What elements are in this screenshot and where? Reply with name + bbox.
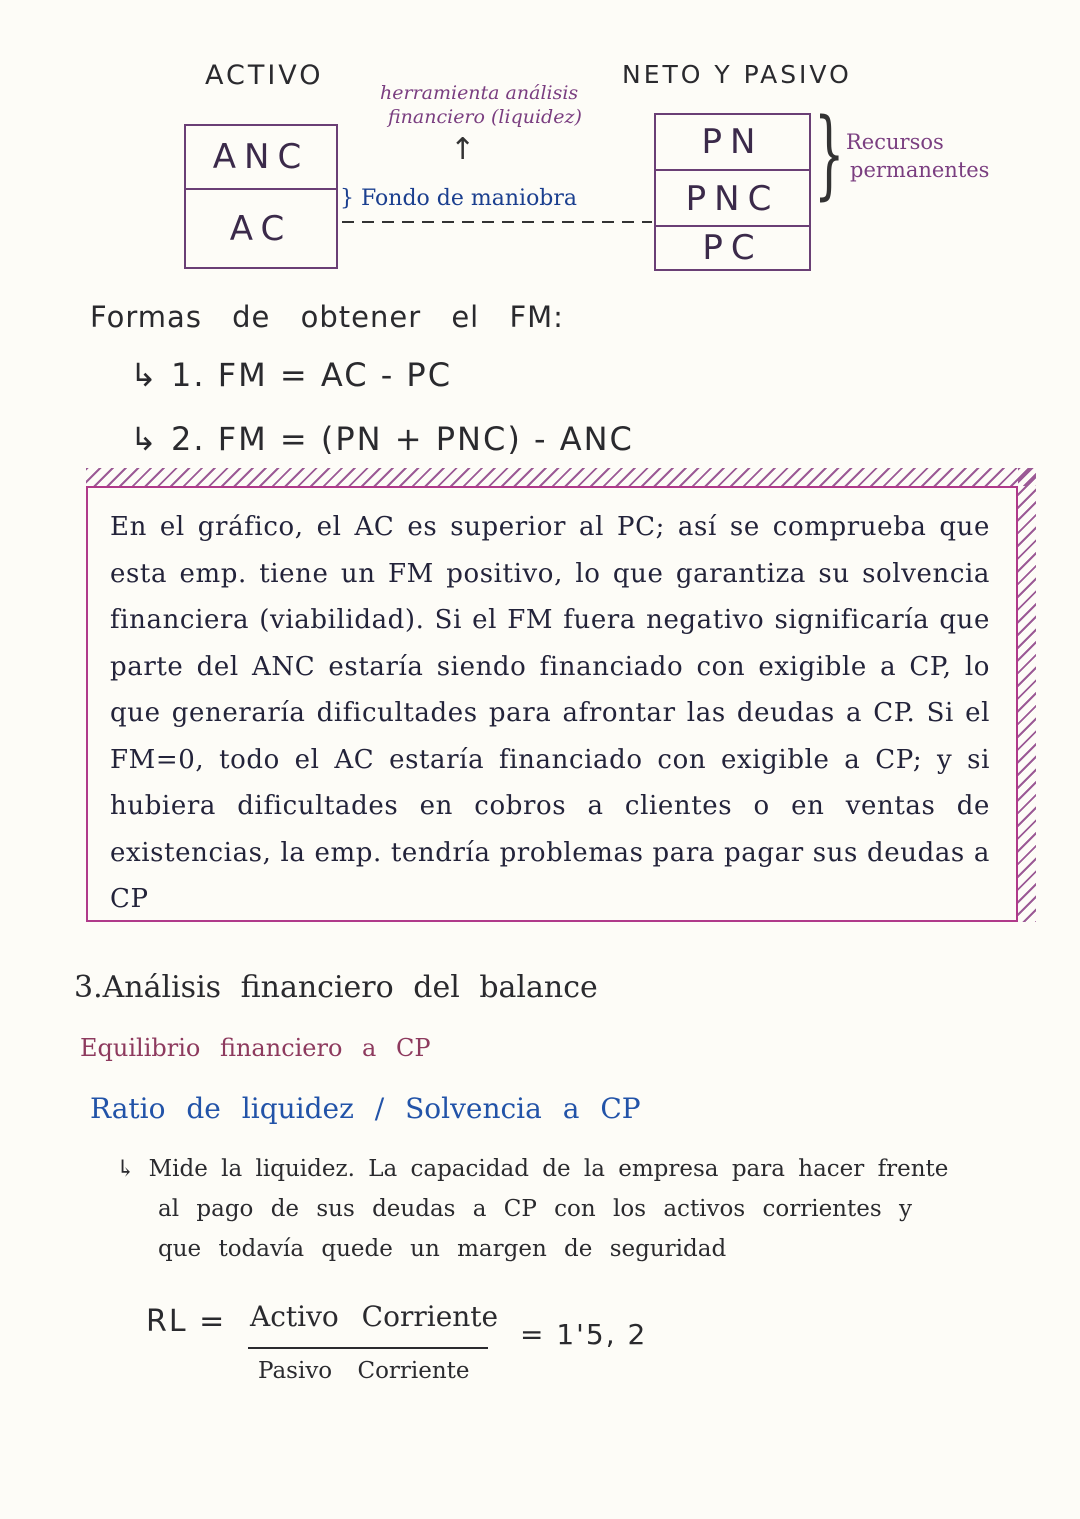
annotation-line-2: financiero (liquidez) [388, 106, 582, 128]
formula-1: ↳ 1. FM = AC - PC [130, 356, 453, 394]
ratio-title: Ratio de liquidez / Solvencia a CP [90, 1092, 641, 1125]
neto-pasivo-title: NETO Y PASIVO [622, 60, 852, 89]
recursos-label: Recursos [846, 130, 944, 154]
pnc-cell: PNC [656, 169, 809, 227]
hatch-right [1018, 468, 1036, 922]
dashed-line [340, 214, 656, 228]
rl-label: RL = [146, 1304, 227, 1339]
up-arrow-icon: ↑ [450, 132, 476, 167]
hatch-top [86, 468, 1036, 486]
pn-cell: PN [701, 122, 764, 162]
recursos-brace: } [814, 98, 845, 210]
formas-heading: Formas de obtener el FM: [90, 300, 564, 334]
explanation-box [86, 468, 1036, 922]
activo-table [184, 124, 338, 269]
ratio-result: = 1'5, 2 [520, 1318, 648, 1351]
ratio-desc-1: ↳ Mide la liquidez. La capacidad de la empresa para hacer frente [116, 1156, 949, 1182]
numerator: Activo Corriente [250, 1300, 499, 1333]
pasivo-table [654, 113, 811, 271]
ratio-desc-2: al pago de sus deudas a CP con los activos corrientes y [158, 1196, 912, 1222]
permanentes-label: permanentes [850, 158, 990, 182]
denominator: Pasivo Corriente [258, 1358, 470, 1384]
activo-title: ACTIVO [205, 60, 324, 91]
explanation-frame [86, 486, 1018, 922]
fraction-bar [248, 1347, 488, 1349]
pc-cell: PC [656, 225, 809, 269]
explanation-text: En el gráfico, el AC es superior al PC; así se comprueba que esta emp. tiene un FM positivo, lo que garantiza su solvencia financiera (viabilidad). Si el FM fuera negativo significaría que parte del ANC estaría siendo financiado con exigible a CP, lo que generaría dificultades para afrontar las deudas a CP. Si el FM=0, todo el AC estaría financiado con exigible a CP; y si hubiera dificultades en cobros a clientes o en ventas de existencias, la emp. tendría problemas para pagar sus deudas a CP [110, 512, 990, 914]
annotation-line-1: herramienta análisis [380, 82, 579, 104]
fondo-maniobra-label: } Fondo de maniobra [340, 186, 578, 211]
formula-2: ↳ 2. FM = (PN + PNC) - ANC [130, 420, 634, 458]
ac-cell: AC [186, 188, 336, 267]
anc-cell: ANC [212, 137, 310, 177]
section-title: 3.Análisis financiero del balance [74, 970, 598, 1005]
ratio-desc-3: que todavía quede un margen de seguridad [158, 1236, 727, 1262]
section-subtitle: Equilibrio financiero a CP [80, 1034, 431, 1062]
